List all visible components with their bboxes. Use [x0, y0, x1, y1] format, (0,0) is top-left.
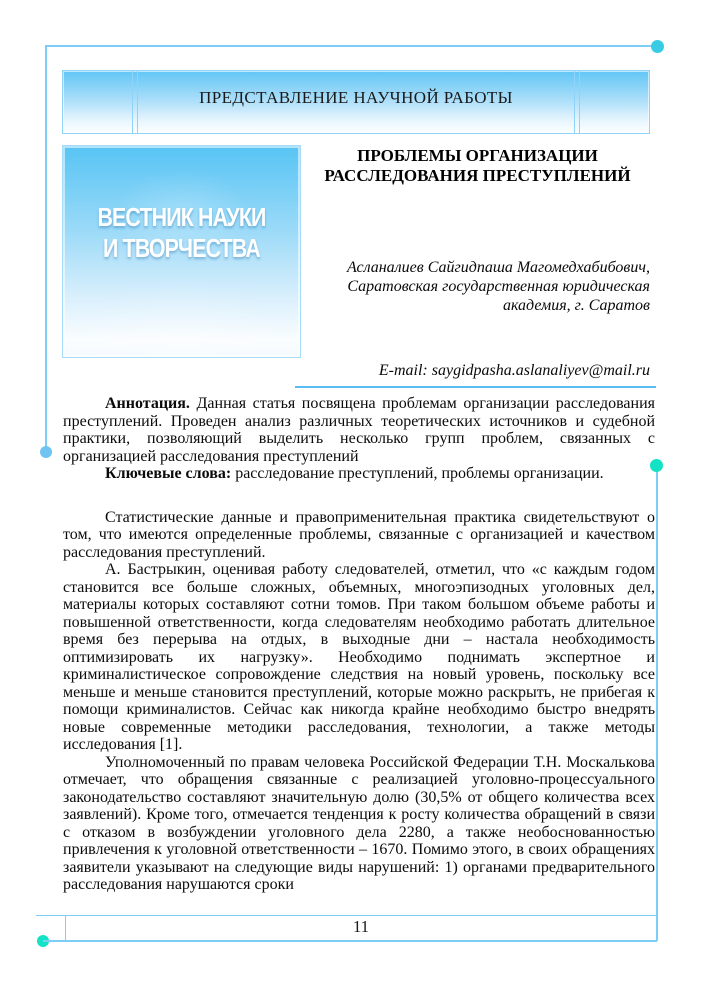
- corner-dot-icon: [40, 446, 52, 458]
- footer-top-line: [36, 915, 657, 916]
- footer-bottom-line: [43, 940, 657, 942]
- body-paragraph: Уполномоченный по правам человека Российской Федерации Т.Н. Москалькова отмечает, что обращения связанные с реализацией уголовно-процессуального законодательство составляют значительную долю (30,5% от общего количества всех заявлений). Кроме того, отмечается тенденция к росту количества обращений в связи с отказом в возбуждении уголовного дела 2280, а также необоснованностью привлечения к уголовной ответственности – 1670. Помимо этого, в своих обращениях заявители указывают на следующие виды нарушений: 1) органами предварительного расследования нарушаются сроки: [63, 753, 655, 893]
- abstract-paragraph: [63, 395, 655, 465]
- section-header-banner: [62, 70, 650, 134]
- corner-dot-icon: [651, 40, 664, 53]
- keywords-text: расследование преступлений, проблемы организации.: [235, 465, 604, 482]
- journal-logo: [62, 145, 301, 358]
- article-body: [63, 395, 655, 894]
- page-number: 11: [352, 917, 370, 936]
- body-paragraph: Статистические данные и правоприменительная практика свидетельствуют о том, что имеются определенные проблемы, связанные с организацией и качеством расследования преступлений.: [63, 508, 655, 561]
- article-author: Асланалиев Сайгидпаша Магомедхабибович, Саратовская государственная юридическая академия, г. Саратов: [346, 259, 650, 314]
- section-heading: ПРЕДСТАВЛЕНИЕ НАУЧНОЙ РАБОТЫ: [199, 88, 513, 107]
- abstract-label: Аннотация.: [105, 395, 190, 412]
- journal-logo-line2: И ТВОРЧЕСТВА: [103, 233, 260, 263]
- frame-left-line: [45, 45, 47, 453]
- abstract-text: Данная статья посвящена проблемам организации расследования преступлений. Проведен анализ различных теоретических источников и судебной практики, позволяющий выделить несколько групп проблем, связанных с организацией расследования преступлений: [63, 395, 656, 465]
- journal-logo-line1: ВЕСТНИК НАУКИ: [97, 202, 266, 232]
- frame-top-line: [46, 45, 657, 47]
- keywords-label: Ключевые слова:: [105, 465, 232, 482]
- keywords-paragraph: [63, 465, 655, 483]
- article-email: E-mail: saygidpasha.aslanaliyev@mail.ru: [378, 362, 650, 379]
- frame-right-line: [656, 466, 658, 941]
- journal-logo-text: [84, 202, 278, 264]
- body-paragraph: А. Бастрыкин, оценивая работу следователей, отметил, что «с каждым годом становится все больше сложных, объемных, многоэпизодных уголовных дел, материалы которых составляют сотни томов. При таком большом объеме работы и повышенной ответственности, когда следователям необходимо работать длительное время без перерыва на отдых, в выходные дни – настала необходимость оптимизировать их нагрузку». Необходимо поднимать экспертное и криминалистическое сопровождение следствия на новый уровень, поскольку все меньше и меньше становится преступлений, которые можно раскрыть, не прибегая к помощи криминалистов. Сейчас как никогда крайне необходимо быстро внедрять новые современные методики расследования, технологии, а также методы исследования [1].: [63, 561, 655, 753]
- email-divider-line: [295, 386, 656, 388]
- article-title: ПРОБЛЕМЫ ОРГАНИЗАЦИИ РАССЛЕДОВАНИЯ ПРЕСТУПЛЕНИЙ: [324, 146, 631, 185]
